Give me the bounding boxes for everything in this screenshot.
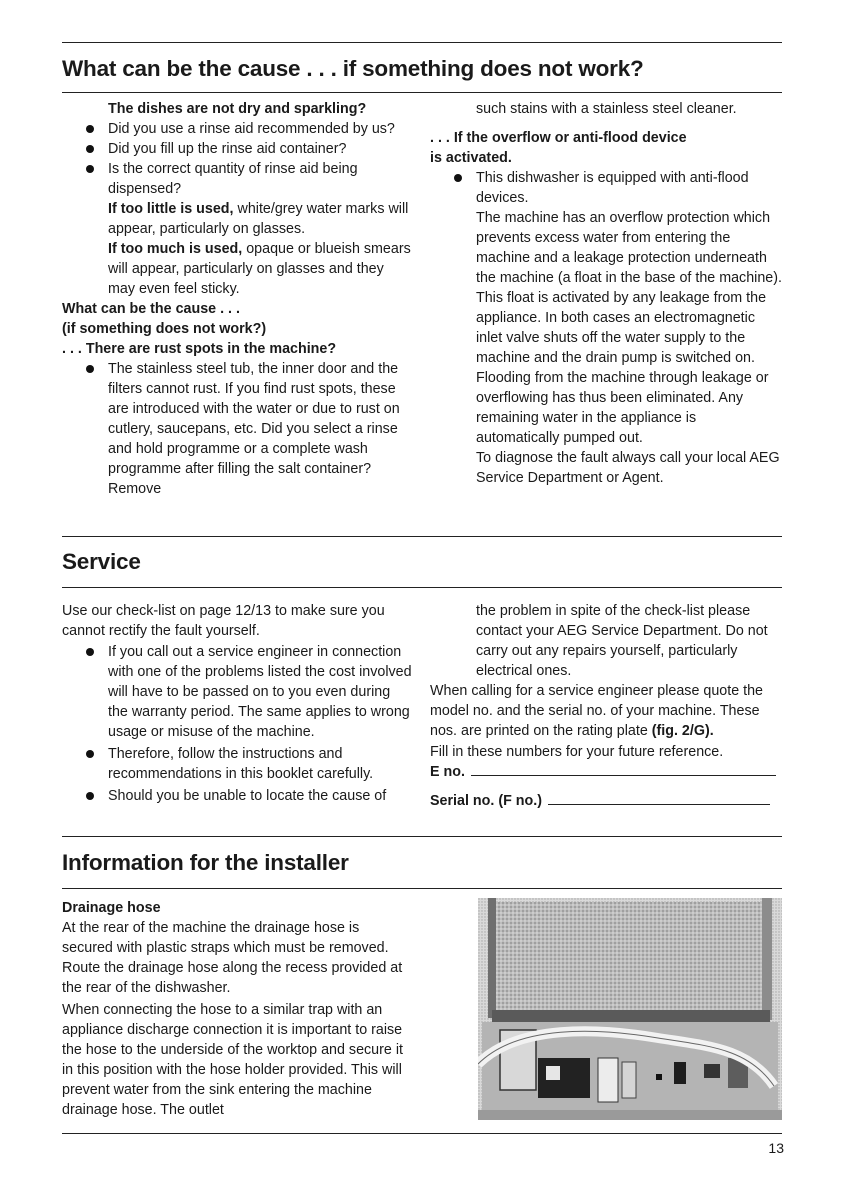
rinse-aid-list [62, 119, 412, 199]
rust-question: . . . There are rust spots in the machine? [62, 341, 337, 357]
cause-heading-line2: (if something does not work?) [62, 321, 267, 337]
e-no-field: E no. [430, 762, 788, 782]
troubleshooting-right-column [430, 99, 782, 488]
overflow-paragraph-2: Flooding from the machine through leakage or overflowing has thus been eliminated. Any remaining water in the appliance is automatically pumped out. [476, 370, 769, 446]
service-continuation: the problem in spite of the check-list please contact your AEG Service Department. Do not carry out any repairs yourself, particularly electrical ones. [476, 603, 768, 679]
serial-no-fill-line [548, 803, 770, 805]
bullet-icon [86, 648, 94, 656]
bullet-icon [86, 125, 94, 133]
service-right-column [430, 601, 788, 811]
too-little-note: If too little is used, white/grey water marks will appear, particularly on glasses. [108, 201, 409, 237]
bullet-icon [86, 750, 94, 758]
e-no-fill-line [471, 774, 776, 776]
service-heading: Service [62, 549, 141, 574]
troubleshooting-left-column [62, 99, 412, 499]
service-top-rule [62, 536, 782, 537]
dishwasher-rear-icon [478, 898, 782, 1120]
dishwasher-rear-photo [478, 898, 782, 1120]
page-number: 13 [768, 1140, 784, 1156]
overflow-heading-line1: . . . If the overflow or anti-flood device [430, 130, 687, 146]
cause-heading-line1: What can be the cause . . . [62, 301, 240, 317]
drainage-hose-heading: Drainage hose [62, 900, 161, 916]
overflow-list [430, 168, 782, 208]
stain-continuation: such stains with a stainless steel cleaner. [476, 101, 737, 117]
serial-no-field: Serial no. (F no.) [430, 791, 788, 811]
list-item: Did you fill up the rinse aid container? [62, 139, 412, 159]
bullet-icon [86, 792, 94, 800]
list-item: This dishwasher is equipped with anti-flood devices. [430, 168, 782, 208]
drainage-paragraph-1: At the rear of the machine the drainage hose is secured with plastic straps which must be removed. Route the drainage hose along the recess provided at the rear of the dishwasher. [62, 920, 403, 996]
list-item: If you call out a service engineer in connection with one of the problems listed the cost involved will have to be passed on to you even during the warranty period. The same applies to wrong usage or misuse of the machine. [62, 642, 412, 742]
bottom-rule [62, 1133, 782, 1134]
troubleshooting-heading: What can be the cause . . . if something does not work? [62, 56, 644, 81]
too-much-note: If too much is used, opaque or blueish smears will appear, particularly on glasses and they may even feel sticky. [108, 241, 411, 297]
rust-list [62, 359, 412, 499]
overflow-paragraph-1: The machine has an overflow protection which prevents excess water from entering the machine and a leakage protection underneath the machine (a float in the base of the machine). This float is activated by any leakage from the appliance. In both cases an electromagnetic inlet valve shuts off the water supply to the machine and the drain pump is switched on. [476, 210, 782, 366]
bullet-icon [86, 145, 94, 153]
bullet-icon [454, 174, 462, 182]
bullet-icon [86, 365, 94, 373]
bullet-icon [86, 165, 94, 173]
installer-text-column [62, 898, 412, 1120]
list-item: Should you be unable to locate the cause of [62, 786, 412, 806]
list-item: Did you use a rinse aid recommended by us? [62, 119, 412, 139]
overflow-heading-line2: is activated. [430, 150, 512, 166]
installer-heading-rule [62, 888, 782, 889]
service-list [62, 642, 412, 806]
list-item: Therefore, follow the instructions and recommendations in this booklet carefully. [62, 744, 412, 784]
service-left-column [62, 601, 412, 806]
service-heading-rule [62, 587, 782, 588]
drainage-paragraph-2: When connecting the hose to a similar trap with an appliance discharge connection it is important to raise the hose to the underside of the worktop and secure it in this position with the hose holder provided. This will prevent water from the sink entering the machine drainage hose. The outlet [62, 1002, 403, 1118]
service-intro: Use our check-list on page 12/13 to make sure you cannot rectify the fault yourself. [62, 603, 385, 639]
service-fill-note: Fill in these numbers for your future reference. [430, 744, 724, 760]
installer-heading: Information for the installer [62, 850, 349, 875]
list-item: The stainless steel tub, the inner door and the filters cannot rust. If you find rust spots, these are introduced with the water or due to rust on cutlery, saucepans, etc. Did you select a rinse and hold programme or a complete wash programme after filling the salt container? Remove [62, 359, 412, 499]
top-rule [62, 42, 782, 43]
troubleshooting-heading-rule [62, 92, 782, 93]
overflow-paragraph-3: To diagnose the fault always call your local AEG Service Department or Agent. [476, 450, 780, 486]
list-item: Is the correct quantity of rinse aid being dispensed? [62, 159, 412, 199]
dishes-question: The dishes are not dry and sparkling? [108, 101, 367, 117]
service-quote-note: When calling for a service engineer please quote the model no. and the serial no. of your machine. These nos. are printed on the rating plate (fig. 2/G). [430, 683, 764, 739]
installer-top-rule [62, 836, 782, 837]
